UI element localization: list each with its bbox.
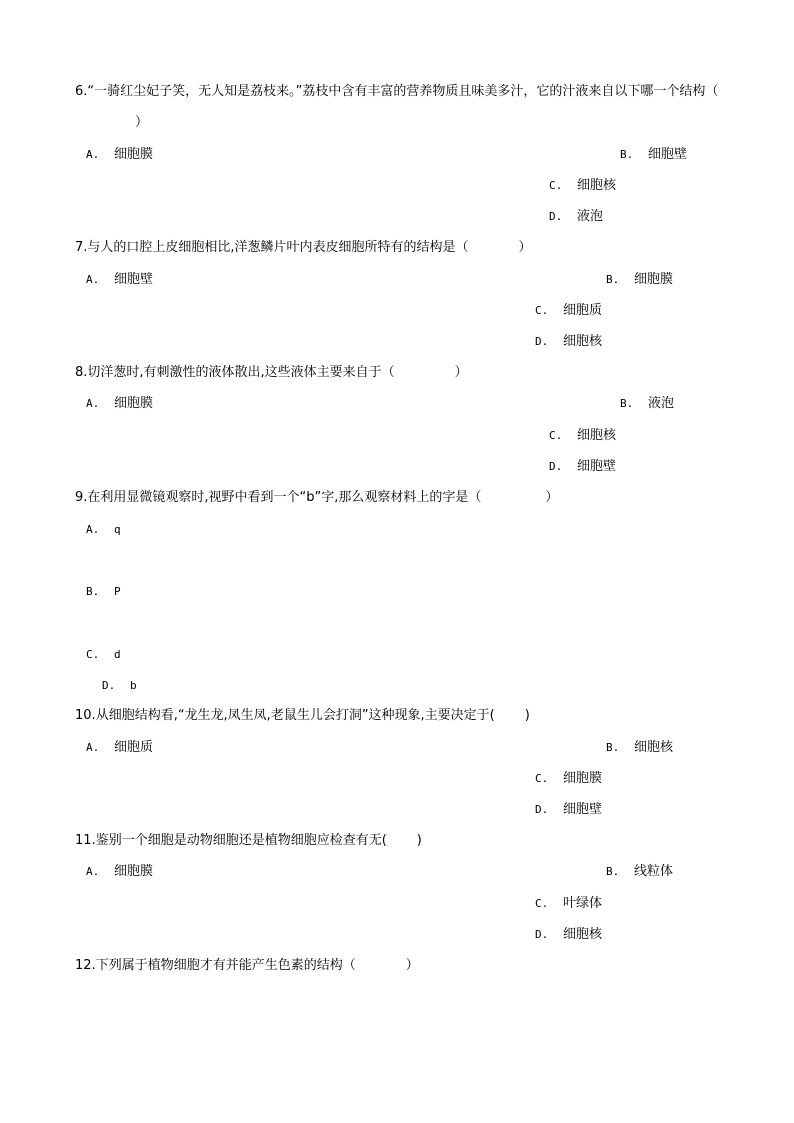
option-8-d: D. 细胞壁: [549, 459, 617, 474]
option-10-d: D. 细胞壁: [535, 802, 603, 817]
question-6: [75, 76, 725, 138]
question-number: 11.: [75, 833, 96, 848]
option-7-b: B. 细胞膜: [606, 272, 674, 287]
question-8: [75, 364, 468, 382]
question-stem: 从细胞结构看,“龙生龙,凤生凤,老鼠生儿会打洞”这种现象,主要决定于(: [95, 708, 495, 723]
question-number: 6.: [75, 84, 88, 99]
option-10-c: C. 细胞膜: [535, 771, 603, 786]
question-stem: 与人的口腔上皮细胞相比,洋葱鳞片叶内表皮细胞所特有的结构是（: [87, 240, 469, 255]
option-9-d: D. b: [102, 679, 137, 692]
question-12: [75, 957, 419, 975]
question-stem: 下列属于植物细胞才有并能产生色素的结构（: [95, 958, 356, 973]
question-11: [75, 832, 422, 850]
option-11-c: C. 叶绿体: [535, 896, 603, 911]
question-stem: “一骑红尘妃子笑，无人知是荔枝来。”荔枝中含有丰富的营养物质且味美多汁，它的汁液来自以下哪一个结构（: [87, 84, 719, 99]
question-stem: 切洋葱时,有刺激性的液体散出,这些液体主要来自于（: [87, 365, 395, 380]
option-10-a: A. 细胞质: [86, 740, 154, 755]
question-7: [75, 239, 532, 257]
option-10-b: B. 细胞核: [606, 740, 674, 755]
option-6-b: B. 细胞壁: [620, 147, 688, 162]
option-8-a: A. 细胞膜: [86, 396, 154, 411]
question-number: 12.: [75, 958, 96, 973]
option-6-c: C. 细胞核: [549, 178, 617, 193]
question-10: [75, 707, 530, 725]
option-9-b: B. P: [86, 585, 121, 598]
question-close: ）: [454, 365, 468, 380]
option-11-b: B. 线粒体: [606, 864, 674, 879]
question-close: ): [524, 708, 530, 723]
question-close: ）: [135, 115, 149, 130]
option-11-d: D. 细胞核: [535, 927, 603, 942]
question-stem: 在利用显微镜观察时,视野中看到一个“b”字,那么观察材料上的字是（: [87, 490, 482, 505]
option-9-c: C. d: [86, 648, 121, 661]
option-8-c: C. 细胞核: [549, 428, 617, 443]
question-close: ）: [545, 490, 559, 505]
question-number: 8.: [75, 365, 88, 380]
question-number: 10.: [75, 708, 96, 723]
question-stem: 鉴别一个细胞是动物细胞还是植物细胞应检查有无(: [95, 833, 387, 848]
question-close: ）: [405, 958, 419, 973]
option-6-d: D. 液泡: [549, 209, 604, 224]
question-number: 9.: [75, 490, 88, 505]
option-8-b: B. 液泡: [620, 396, 675, 411]
question-close: ）: [518, 240, 532, 255]
option-9-a: A. q: [86, 523, 121, 536]
option-11-a: A. 细胞膜: [86, 864, 154, 879]
option-7-a: A. 细胞壁: [86, 272, 154, 287]
option-7-d: D. 细胞核: [535, 334, 603, 349]
question-9: [75, 489, 558, 507]
option-6-a: A. 细胞膜: [86, 147, 154, 162]
question-close: ): [416, 833, 422, 848]
question-number: 7.: [75, 240, 88, 255]
option-7-c: C. 细胞质: [535, 303, 603, 318]
